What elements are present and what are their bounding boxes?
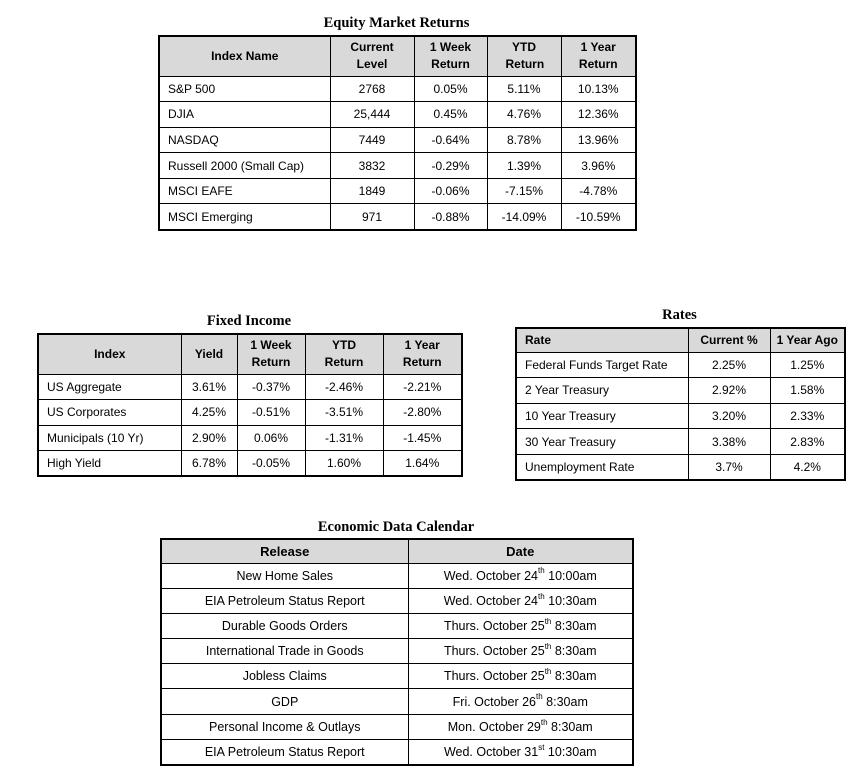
date-cell [408,613,633,638]
current-level-cell: 25,444 [330,102,414,128]
year-return-cell: 3.96% [561,153,636,179]
table-row [516,454,845,480]
fixed-income-section [37,312,461,477]
fixed-income-header-index: Index [38,334,181,374]
release-cell: EIA Petroleum Status Report [161,588,408,613]
date-ordinal: th [540,717,548,727]
time-text: 10:30am [544,593,597,608]
ytd-return-cell: -14.09% [487,204,561,230]
fixed-income-header-1-week-return: 1 Week Return [237,334,305,374]
date-text: Mon. October 29 [447,719,541,734]
year-return-cell: 12.36% [561,102,636,128]
year-return-cell: -4.78% [561,178,636,204]
date-text: Wed. October 24 [443,568,538,583]
time-text: 10:00am [544,568,597,583]
week-return-cell: -0.37% [237,374,305,400]
release-cell: GDP [161,689,408,714]
table-row [38,400,462,426]
date-ordinal: th [544,642,552,651]
table-row [161,739,633,764]
table-row [159,127,636,153]
date-cell [408,588,633,613]
rates-section [515,306,844,481]
calendar-section [160,518,632,766]
yield-cell: 3.61% [181,374,237,400]
table-row [516,403,845,429]
equity-body [159,76,636,230]
table-row [161,689,633,714]
index-name-cell: NASDAQ [159,127,330,153]
equity-table [158,35,637,231]
release-cell: Personal Income & Outlays [161,714,408,739]
current-rate-cell: 2.25% [688,352,770,378]
calendar-header-date: Date [408,539,633,563]
date-cell [408,714,633,739]
table-row [159,178,636,204]
date-cell [408,689,633,714]
time-text: 8:30am [542,694,588,709]
table-row [38,425,462,451]
date-cell [408,739,633,764]
fixed-income-header-ytd-return: YTD Return [305,334,383,374]
table-row [38,451,462,477]
table-row [161,714,633,739]
ytd-return-cell: 1.60% [305,451,383,477]
calendar-body [161,563,633,765]
table-row [516,429,845,455]
year-return-cell: 10.13% [561,76,636,102]
current-level-cell: 3832 [330,153,414,179]
fixed-income-header-row [38,334,462,374]
year-return-cell: -2.21% [383,374,462,400]
rate-name-cell: 10 Year Treasury [516,403,688,429]
week-return-cell: -0.88% [414,204,487,230]
rate-name-cell: 2 Year Treasury [516,378,688,404]
calendar-header-row [161,539,633,563]
rates-header-rate: Rate [516,328,688,352]
index-name-cell: US Aggregate [38,374,181,400]
fixed-income-table [37,333,463,477]
current-level-cell: 971 [330,204,414,230]
index-name-cell: Russell 2000 (Small Cap) [159,153,330,179]
date-ordinal: th [537,591,545,601]
release-cell: International Trade in Goods [161,639,408,664]
current-rate-cell: 2.92% [688,378,770,404]
index-name-cell: MSCI Emerging [159,204,330,230]
table-row [161,588,633,613]
ytd-return-cell: 4.76% [487,102,561,128]
yield-cell: 6.78% [181,451,237,477]
calendar-title: Economic Data Calendar [317,519,475,535]
year-ago-rate-cell: 1.58% [770,378,845,404]
table-row [159,153,636,179]
table-row [161,613,633,638]
ytd-return-cell: 5.11% [487,76,561,102]
current-rate-cell: 3.38% [688,429,770,455]
yield-cell: 4.25% [181,400,237,426]
table-row [159,76,636,102]
equity-header-1-week-return: 1 Week Return [414,36,487,76]
fixed-income-header-1-year-return: 1 Year Return [383,334,462,374]
year-return-cell: -10.59% [561,204,636,230]
date-cell [408,563,633,588]
week-return-cell: -0.29% [414,153,487,179]
ytd-return-cell: -7.15% [487,178,561,204]
rates-header-1-year-ago: 1 Year Ago [770,328,845,352]
equity-header-ytd-return: YTD Return [487,36,561,76]
equity-header-current-level: Current Level [330,36,414,76]
rate-name-cell: Federal Funds Target Rate [516,352,688,378]
date-ordinal: th [537,566,545,576]
week-return-cell: -0.64% [414,127,487,153]
index-name-cell: US Corporates [38,400,181,426]
year-ago-rate-cell: 1.25% [770,352,845,378]
year-return-cell: -1.45% [383,425,462,451]
date-text: Thurs. October 25 [443,644,545,659]
date-text: Wed. October 31 [443,744,539,759]
year-ago-rate-cell: 2.33% [770,403,845,429]
date-text: Thurs. October 25 [443,669,545,684]
equity-section [158,14,635,231]
year-return-cell: 1.64% [383,451,462,477]
time-text: 8:30am [547,719,593,734]
fixed-income-body [38,374,462,476]
table-row [161,664,633,689]
week-return-cell: 0.45% [414,102,487,128]
rates-table [515,327,846,481]
fixed-income-title: Fixed Income [206,313,292,329]
date-ordinal: th [544,667,552,677]
index-name-cell: High Yield [38,451,181,477]
ytd-return-cell: -3.51% [305,400,383,426]
index-name-cell: S&P 500 [159,76,330,102]
table-row [161,639,633,664]
equity-header-1-year-return: 1 Year Return [561,36,636,76]
week-return-cell: -0.51% [237,400,305,426]
rate-name-cell: 30 Year Treasury [516,429,688,455]
release-cell: New Home Sales [161,563,408,588]
rates-header-current: Current % [688,328,770,352]
ytd-return-cell: -2.46% [305,374,383,400]
table-row [516,378,845,404]
time-text: 8:30am [551,669,597,684]
week-return-cell: 0.06% [237,425,305,451]
rates-header-row [516,328,845,352]
time-text: 10:30am [544,744,597,759]
rate-name-cell: Unemployment Rate [516,454,688,480]
ytd-return-cell: -1.31% [305,425,383,451]
week-return-cell: -0.06% [414,178,487,204]
year-ago-rate-cell: 2.83% [770,429,845,455]
calendar-header-release: Release [161,539,408,563]
rates-body [516,352,845,480]
index-name-cell: DJIA [159,102,330,128]
table-row [159,204,636,230]
table-row [159,102,636,128]
time-text: 8:30am [551,618,597,633]
year-return-cell: 13.96% [561,127,636,153]
year-return-cell: -2.80% [383,400,462,426]
date-text: Thurs. October 25 [443,618,545,633]
release-cell: EIA Petroleum Status Report [161,739,408,764]
equity-title: Equity Market Returns [323,15,470,31]
year-ago-rate-cell: 4.2% [770,454,845,480]
table-row [516,352,845,378]
index-name-cell: MSCI EAFE [159,178,330,204]
release-cell: Jobless Claims [161,664,408,689]
index-name-cell: Municipals (10 Yr) [38,425,181,451]
release-cell: Durable Goods Orders [161,613,408,638]
current-rate-cell: 3.20% [688,403,770,429]
date-text: Wed. October 24 [443,593,538,608]
date-cell [408,664,633,689]
date-cell [408,639,633,664]
current-rate-cell: 3.7% [688,454,770,480]
week-return-cell: -0.05% [237,451,305,477]
time-text: 8:30am [551,644,597,659]
equity-header-index-name: Index Name [159,36,330,76]
current-level-cell: 2768 [330,76,414,102]
date-text: Fri. October 26 [452,694,537,709]
current-level-cell: 1849 [330,178,414,204]
equity-header-row [159,36,636,76]
ytd-return-cell: 1.39% [487,153,561,179]
yield-cell: 2.90% [181,425,237,451]
date-ordinal: th [544,616,552,626]
calendar-table [160,538,634,766]
current-level-cell: 7449 [330,127,414,153]
table-row [161,563,633,588]
ytd-return-cell: 8.78% [487,127,561,153]
week-return-cell: 0.05% [414,76,487,102]
fixed-income-header-yield: Yield [181,334,237,374]
rates-title: Rates [662,307,697,323]
date-ordinal: st [538,742,545,752]
table-row [38,374,462,400]
date-ordinal: th [536,692,543,702]
